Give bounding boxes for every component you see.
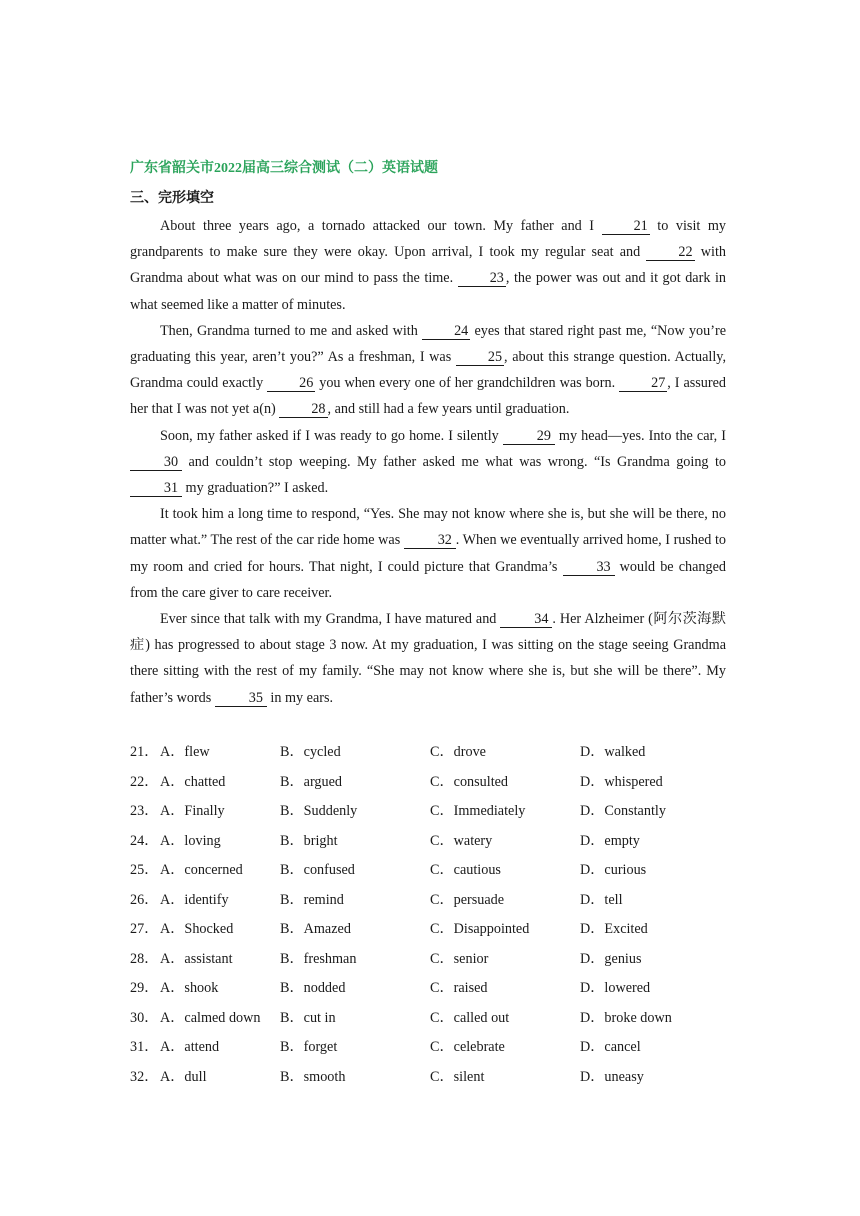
option-a[interactable]: A．loving [160,832,221,849]
option-b[interactable]: B．cycled [280,744,341,760]
option-b[interactable]: B．forget [280,1039,338,1055]
blank-33: 33 [563,559,615,576]
question-number: 24． [130,832,159,849]
passage-paragraph [130,423,726,502]
option-d[interactable]: D．Excited [580,921,648,937]
cloze-passage [130,213,726,711]
question-number: 25． [130,862,159,878]
passage-text: my graduation?” I asked. [182,480,329,497]
blank-23: 23 [458,270,506,287]
option-a[interactable]: A．chatted [160,773,226,790]
passage-text: Soon, my father asked if I was ready to go home. I silently [160,427,503,444]
question-row [130,889,726,919]
question-number: 21． [130,744,159,760]
option-a[interactable]: A．dull [160,1068,207,1085]
option-c[interactable]: C．raised [430,980,488,996]
option-b[interactable]: B．remind [280,891,344,908]
option-b[interactable]: B．freshman [280,950,357,967]
option-b[interactable]: B．confused [280,862,355,878]
passage-text: and couldn’t stop weeping. My father asked me what was wrong. “Is Grandma going to [182,453,726,470]
passage-text: Then, Grandma turned to me and asked with [160,322,423,339]
blank-32: 32 [404,532,456,549]
question-row [130,918,726,948]
option-c[interactable]: C．celebrate [430,1039,505,1055]
option-b[interactable]: B．cut in [280,1009,336,1026]
option-a[interactable]: A．attend [160,1039,220,1055]
option-a[interactable]: A．calmed down [160,1009,261,1026]
question-number: 23． [130,803,159,819]
blank-34: 34 [500,611,552,628]
passage-text: Ever since that talk with my Grandma, I have matured and [160,611,501,628]
option-b[interactable]: B．Amazed [280,921,351,937]
question-row [130,977,726,1007]
passage-text: my head—yes. Into the car, I [554,427,727,444]
question-row [130,830,726,860]
blank-28: 28 [279,401,327,418]
option-c[interactable]: C．senior [430,950,489,967]
option-c[interactable]: C．silent [430,1068,485,1085]
option-a[interactable]: A．concerned [160,862,243,878]
question-number: 28． [130,950,159,967]
passage-paragraph [130,606,726,711]
question-number: 29． [130,980,159,996]
question-number: 31． [130,1039,159,1055]
blank-30: 30 [130,454,182,471]
question-row [130,771,726,801]
blank-25: 25 [456,349,504,366]
blank-29: 29 [503,428,555,445]
blank-27: 27 [619,375,667,392]
question-row [130,859,726,889]
option-b[interactable]: B．bright [280,832,338,849]
option-c[interactable]: C．consulted [430,773,509,790]
blank-26: 26 [267,375,315,392]
passage-text: About three years ago, a tornado attacked our town. My father and I [160,218,602,234]
question-row [130,1007,726,1037]
option-a[interactable]: A．shook [160,980,219,996]
passage-text: with Grandma about what was on our mind to pass the time. [130,244,726,287]
option-b[interactable]: B．nodded [280,980,346,996]
option-a[interactable]: A．assistant [160,950,233,967]
passage-paragraph [130,318,726,423]
blank-24: 24 [422,323,470,340]
passage-text: to visit my grandparents to make sure they were okay. Upon arrival, I took my regular seat and [130,218,726,261]
option-d[interactable]: D．genius [580,950,642,967]
question-row [130,1036,726,1066]
passage-text: in my ears. [266,689,334,706]
passage-text: you when every one of her grandchildren was born. [315,375,620,392]
option-c[interactable]: C．cautious [430,862,501,878]
section-heading: 三、完形填空 [130,191,214,206]
option-c[interactable]: C．Immediately [430,803,526,819]
option-d[interactable]: D．walked [580,744,646,760]
passage-text: eyes that stared right past me, “Now you’re graduating this year, aren’t you?” As a freshman, I was [130,322,726,366]
blank-31: 31 [130,480,182,497]
option-d[interactable]: D．tell [580,891,623,908]
question-number: 32． [130,1068,159,1085]
option-c[interactable]: C．persuade [430,891,505,908]
question-number: 27． [130,921,159,937]
passage-text: . Her Alzheimer (阿尔茨海默症) has progressed to about stage 3 now. At my graduation, I was sitting on the stage seeing Grandma there sitting with the rest of my family. “She may not know where she is, but she will be there”. My father’s words [130,611,726,706]
passage-text: , the power was out and it got dark in what seemed like a matter of minutes. [130,270,726,313]
option-a[interactable]: A．identify [160,891,229,908]
document-title: 广东省韶关市2022届高三综合测试（二）英语试题 [130,161,438,176]
option-b[interactable]: B．Suddenly [280,803,358,819]
option-b[interactable]: B．argued [280,773,342,790]
question-row [130,741,726,771]
option-b[interactable]: B．smooth [280,1068,346,1085]
option-c[interactable]: C．Disappointed [430,921,530,937]
option-a[interactable]: A．flew [160,744,210,760]
passage-text: , I assured her that I was not yet a(n) [130,375,726,418]
question-number: 26． [130,891,159,908]
option-d[interactable]: D．broke down [580,1009,672,1026]
option-c[interactable]: C．called out [430,1009,510,1026]
passage-paragraph [130,213,726,318]
blank-21: 21 [602,218,650,235]
passage-text: , and still had a few years until graduation. [327,401,570,418]
option-d[interactable]: D．lowered [580,980,651,996]
passage-paragraph [130,501,726,606]
question-row [130,1066,726,1096]
passage-text: , about this strange question. Actually, Grandma could exactly [130,349,726,392]
passage-text: would be changed from the care giver to care receiver. [130,558,726,601]
option-c[interactable]: C．drove [430,744,486,760]
option-a[interactable]: A．Finally [160,803,225,819]
option-a[interactable]: A．Shocked [160,921,234,937]
answer-options [130,741,726,1095]
blank-35: 35 [215,690,267,707]
passage-text: It took him a long time to respond, “Yes. She may not know where she is, but she will be there, no matter what.” The rest of the car ride home was [130,506,726,549]
question-number: 30． [130,1009,159,1026]
option-d[interactable]: D．curious [580,862,647,878]
passage-text: . When we eventually arrived home, I rushed to my room and cried for hours. That night, I could picture that Grandma’s [130,532,727,575]
option-d[interactable]: D．Constantly [580,803,666,819]
question-row [130,948,726,978]
option-d[interactable]: D．uneasy [580,1068,644,1085]
question-number: 22． [130,773,159,790]
option-d[interactable]: D．cancel [580,1039,641,1055]
option-c[interactable]: C．watery [430,832,493,849]
question-row [130,800,726,830]
option-d[interactable]: D．empty [580,832,640,849]
option-d[interactable]: D．whispered [580,773,663,790]
blank-22: 22 [646,244,694,261]
